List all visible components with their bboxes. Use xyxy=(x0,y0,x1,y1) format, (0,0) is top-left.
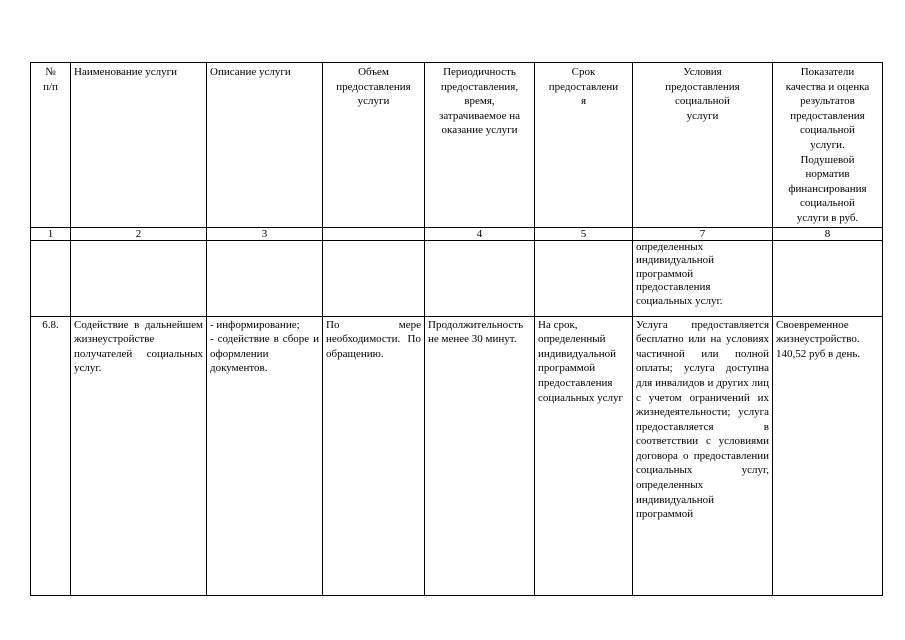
services-table xyxy=(30,62,883,596)
header-periodicity: Периодичность предоставления, время, затрачиваемое на оказание услуги xyxy=(425,63,535,228)
service-indicators: Своевременное жизнеустройство. 140,52 руб в день. xyxy=(773,316,883,595)
column-number-cell: 7 xyxy=(633,227,773,240)
service-conditions: Услуга предоставляется бесплатно или на условиях частичной или полной оплаты; услуга доступна для инвалидов и других лиц с учетом ограничений их жизнедеятельности; услуга предоставляется в соответствии с условиями договора о предоставлении социальных услуг, определенных индивидуальной программой xyxy=(633,316,773,595)
empty-cell xyxy=(31,240,71,316)
column-number-cell xyxy=(323,227,425,240)
header-conditions: Условия предоставления социальной услуги xyxy=(633,63,773,228)
column-number-cell: 1 xyxy=(31,227,71,240)
service-term: На срок, определенный индивидуальной программой предоставления социальных услуг xyxy=(535,316,633,595)
empty-cell xyxy=(71,240,207,316)
header-service-name: Наименование услуги xyxy=(71,63,207,228)
conditions-continuation: определенных индивидуальной программой предоставления социальных услуг. xyxy=(633,240,773,316)
header-volume: Объем предоставления услуги xyxy=(323,63,425,228)
column-numbers-row xyxy=(31,227,883,240)
header-service-description: Описание услуги xyxy=(207,63,323,228)
empty-cell xyxy=(207,240,323,316)
service-name: Содействие в дальнейшем жизнеустройстве получателей социальных услуг. xyxy=(71,316,207,595)
column-number-cell: 5 xyxy=(535,227,633,240)
column-number-cell: 3 xyxy=(207,227,323,240)
empty-cell xyxy=(425,240,535,316)
table-row xyxy=(31,316,883,595)
service-description: - информирование; - содействие в сборе и оформлении документов. xyxy=(207,316,323,595)
column-number-cell: 2 xyxy=(71,227,207,240)
header-number: № п/п xyxy=(31,63,71,228)
service-periodicity: Продолжительность не менее 30 минут. xyxy=(425,316,535,595)
service-volume: По мере необходимости. По обращению. xyxy=(323,316,425,595)
service-number: 6.8. xyxy=(31,316,71,595)
empty-cell xyxy=(773,240,883,316)
continuation-row xyxy=(31,240,883,316)
column-number-cell: 8 xyxy=(773,227,883,240)
header-indicators: Показатели качества и оценка результатов предоставления социальной услуги. Подушевой норматив финансирования социальной услуги в руб. xyxy=(773,63,883,228)
header-term: Срок предоставлени я xyxy=(535,63,633,228)
column-number-cell: 4 xyxy=(425,227,535,240)
empty-cell xyxy=(535,240,633,316)
table-header-row xyxy=(31,63,883,228)
empty-cell xyxy=(323,240,425,316)
